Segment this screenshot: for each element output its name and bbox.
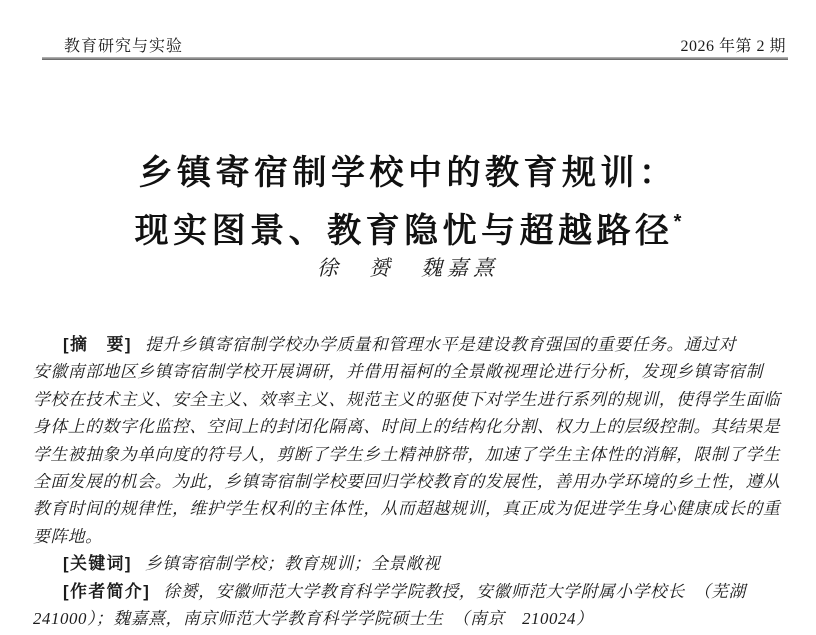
keywords-text: 乡镇寄宿制学校；教育规训；全景敞视: [145, 554, 441, 574]
abstract-line: 要阵地。: [33, 526, 103, 546]
author-bio-label: [作者简介]: [63, 581, 151, 601]
abstract-line: 全面发展的机会。为此，乡镇寄宿制学校要回归学校教育的发展性，善用办学环境的乡土性，遵从: [33, 472, 781, 492]
article-title-line-2: [0, 198, 816, 256]
abstract-line: 安徽南部地区乡镇寄宿制学校开展调研，并借用福柯的全景敞视理论进行分析，发现乡镇寄宿制: [33, 362, 764, 382]
article-title: [0, 149, 816, 256]
author-bio-text: 徐赟，安徽师范大学教育科学学院教授，安徽师范大学附属小学校长 （芜湖: [163, 581, 746, 601]
abstract-line: 学校在技术主义、安全主义、效率主义、规范主义的驱使下对学生进行系列的规训，使得学生面临: [33, 389, 781, 409]
front-matter: [33, 331, 785, 632]
header-rule: [42, 57, 788, 60]
keywords-label: [关键词]: [63, 554, 133, 574]
abstract-line: 学生被抽象为单向度的符号人，剪断了学生乡土精神脐带，加速了学生主体性的消解，限制了学生: [33, 444, 781, 464]
author-bio-line: [33, 578, 785, 605]
running-head: [42, 33, 788, 56]
article-title-line-2-text: 现实图景、教育隐忧与超越路径: [134, 211, 674, 250]
authors: 徐 赟 魏嘉熹: [317, 256, 499, 280]
keywords-line: [33, 550, 785, 577]
abstract-line: 身体上的数字化监控、空间上的封闭化隔离、时间上的结构化分割、权力上的层级控制。其结果是: [33, 417, 781, 437]
issue-label: 2026 年第 2 期: [680, 38, 786, 55]
author-bio-line: 241000）；魏嘉熹，南京师范大学教育科学学院硕士生 （南京 210024）: [33, 609, 594, 629]
title-footnote-marker: *: [673, 210, 682, 233]
journal-name: 教育研究与实验: [64, 38, 184, 55]
abstract-label: [摘 要]: [63, 335, 133, 354]
abstract-line: [33, 331, 785, 358]
abstract-line: 教育时间的规律性，维护学生权利的主体性，从而超越规训，真正成为促进学生身心健康成长的重: [33, 499, 781, 519]
abstract-text: 提升乡镇寄宿制学校办学质量和管理水平是建设教育强国的重要任务。通过对: [145, 335, 736, 354]
article-title-line-1: 乡镇寄宿制学校中的教育规训：: [138, 153, 678, 192]
